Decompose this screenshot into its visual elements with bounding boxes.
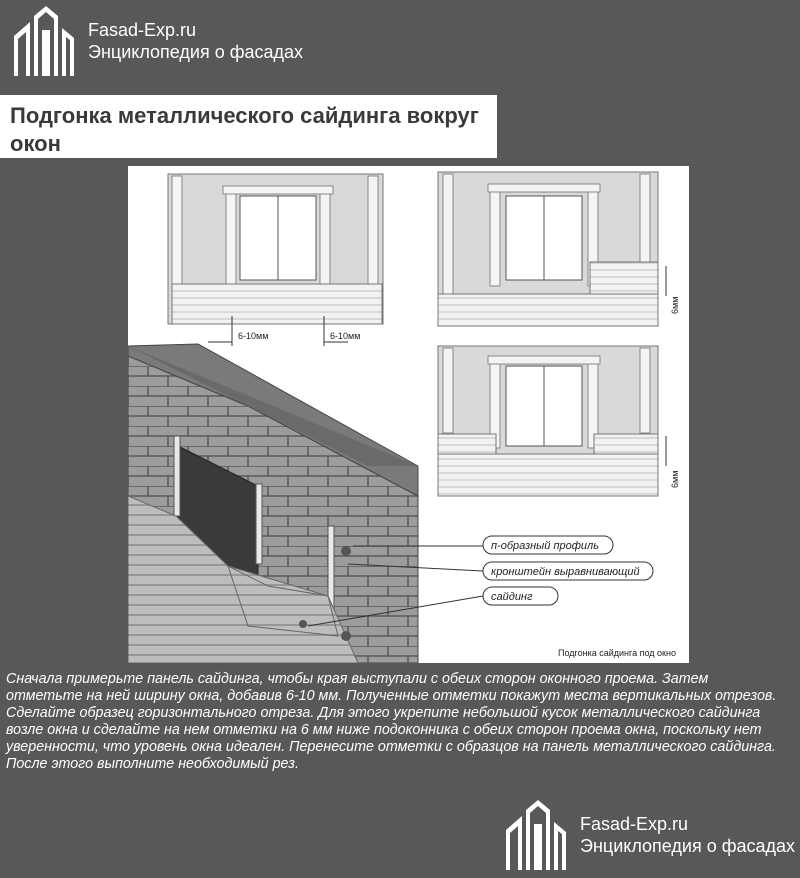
dim-label-6mm-top: 6мм xyxy=(670,296,680,314)
illustration-figure xyxy=(128,166,689,663)
brick-wall-illustration xyxy=(128,344,418,663)
building-logo-icon xyxy=(8,6,80,78)
figure-caption: Подгонка сайдинга под окно xyxy=(558,648,676,658)
building-logo-icon xyxy=(500,800,572,872)
brand-logo-top[interactable] xyxy=(8,6,303,78)
dim-label-right: 6-10мм xyxy=(330,331,361,341)
dim-label-6mm-bottom: 6мм xyxy=(670,470,680,488)
callout-siding: сайдинг xyxy=(491,591,533,603)
brand-site-name: Fasad-Exp.ru xyxy=(580,814,689,835)
diagram-panel-3 xyxy=(438,346,666,496)
dim-label-left: 6-10мм xyxy=(238,331,269,341)
diagram-panel-1 xyxy=(168,174,383,346)
brand-tagline: Энциклопедия о фасадах xyxy=(580,836,796,856)
article-body: Сначала примерьте панель сайдинга, чтобы края выступали с обеих сторон оконного проема. Затем отметьте на ней ширину окна, добавив 6-10 мм. Полученные отметки покажут места вертикальных отрезов. Сделайте образец горизонтального отреза. Для этого укрепите небольшой кусок металлического сайдинга возле окна и сделайте на нем отметки на 6 мм ниже подоконника с обеих сторон проема окна, поскольку нет уверенности, что уровень окна идеален. Перенесите отметки с образцов на панель металлического сайдинга. После этого выполните необходимый рез. xyxy=(6,671,777,772)
siding-diagram xyxy=(128,166,689,663)
callout-bracket: кронштейн выравнивающий xyxy=(491,566,640,578)
diagram-panel-2 xyxy=(438,172,666,326)
brand-tagline: Энциклопедия о фасадах xyxy=(88,42,304,62)
brand-logo-bottom[interactable] xyxy=(500,800,795,872)
callout-profile: п-образный профиль xyxy=(491,540,600,552)
brand-site-name: Fasad-Exp.ru xyxy=(88,20,197,41)
article-title: Подгонка металлического сайдинга вокруг окон xyxy=(0,95,497,158)
